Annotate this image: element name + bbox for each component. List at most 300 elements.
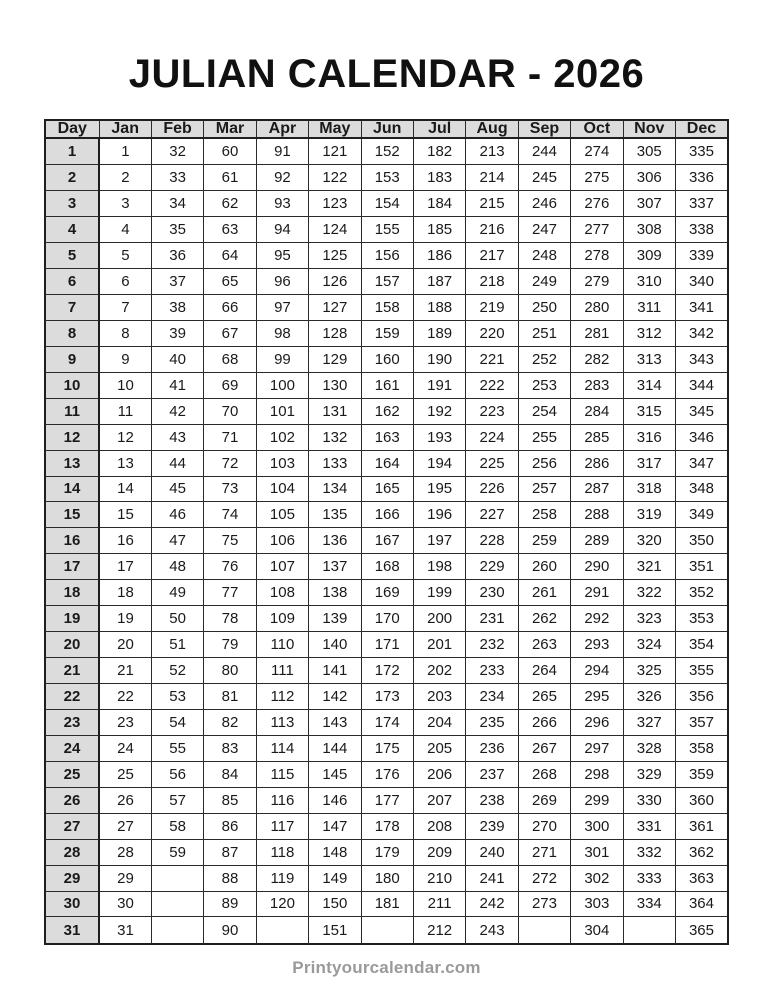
julian-day-cell: 153 bbox=[361, 165, 413, 191]
julian-day-cell: 319 bbox=[623, 502, 675, 528]
julian-day-cell: 159 bbox=[361, 320, 413, 346]
julian-day-cell: 129 bbox=[309, 346, 361, 372]
day-cell: 22 bbox=[45, 684, 99, 710]
table-row bbox=[45, 424, 728, 450]
julian-day-cell: 333 bbox=[623, 865, 675, 891]
column-header-mar: Mar bbox=[204, 120, 256, 138]
julian-day-cell: 191 bbox=[413, 372, 465, 398]
julian-day-cell: 87 bbox=[204, 839, 256, 865]
julian-day-cell: 65 bbox=[204, 269, 256, 295]
julian-day-cell: 25 bbox=[99, 761, 151, 787]
julian-day-cell: 247 bbox=[518, 217, 570, 243]
julian-day-cell: 256 bbox=[518, 450, 570, 476]
julian-day-cell: 249 bbox=[518, 269, 570, 295]
julian-day-cell: 115 bbox=[256, 761, 308, 787]
day-cell: 9 bbox=[45, 346, 99, 372]
julian-day-cell: 41 bbox=[151, 372, 203, 398]
column-header-day: Day bbox=[45, 120, 99, 138]
julian-day-cell: 232 bbox=[466, 632, 518, 658]
table-row bbox=[45, 684, 728, 710]
julian-day-cell: 23 bbox=[99, 709, 151, 735]
julian-day-cell: 28 bbox=[99, 839, 151, 865]
table-row bbox=[45, 294, 728, 320]
julian-day-cell: 339 bbox=[675, 243, 728, 269]
table-row bbox=[45, 320, 728, 346]
julian-day-cell: 259 bbox=[518, 528, 570, 554]
table-row bbox=[45, 554, 728, 580]
julian-day-cell: 32 bbox=[151, 138, 203, 165]
julian-day-cell: 162 bbox=[361, 398, 413, 424]
julian-day-cell: 7 bbox=[99, 294, 151, 320]
julian-day-cell: 12 bbox=[99, 424, 151, 450]
julian-day-cell: 111 bbox=[256, 658, 308, 684]
julian-day-cell: 117 bbox=[256, 813, 308, 839]
julian-day-cell: 67 bbox=[204, 320, 256, 346]
julian-day-cell: 315 bbox=[623, 398, 675, 424]
julian-day-cell: 11 bbox=[99, 398, 151, 424]
julian-day-cell: 102 bbox=[256, 424, 308, 450]
julian-day-cell: 324 bbox=[623, 632, 675, 658]
julian-day-cell: 277 bbox=[571, 217, 623, 243]
julian-day-cell: 271 bbox=[518, 839, 570, 865]
day-cell: 21 bbox=[45, 658, 99, 684]
julian-day-cell: 202 bbox=[413, 658, 465, 684]
julian-day-cell: 132 bbox=[309, 424, 361, 450]
julian-day-cell: 135 bbox=[309, 502, 361, 528]
julian-day-cell: 252 bbox=[518, 346, 570, 372]
julian-day-cell: 301 bbox=[571, 839, 623, 865]
julian-day-cell: 83 bbox=[204, 735, 256, 761]
julian-day-cell: 179 bbox=[361, 839, 413, 865]
julian-day-cell bbox=[256, 917, 308, 944]
column-header-aug: Aug bbox=[466, 120, 518, 138]
julian-day-cell: 128 bbox=[309, 320, 361, 346]
julian-day-cell: 323 bbox=[623, 606, 675, 632]
julian-day-cell: 49 bbox=[151, 580, 203, 606]
julian-day-cell: 8 bbox=[99, 320, 151, 346]
day-cell: 18 bbox=[45, 580, 99, 606]
julian-day-cell: 314 bbox=[623, 372, 675, 398]
julian-day-cell: 42 bbox=[151, 398, 203, 424]
julian-day-cell: 200 bbox=[413, 606, 465, 632]
julian-day-cell: 180 bbox=[361, 865, 413, 891]
julian-day-cell: 150 bbox=[309, 891, 361, 917]
julian-day-cell: 265 bbox=[518, 684, 570, 710]
julian-day-cell: 116 bbox=[256, 787, 308, 813]
julian-day-cell: 274 bbox=[571, 138, 623, 165]
julian-day-cell: 130 bbox=[309, 372, 361, 398]
julian-day-cell bbox=[518, 917, 570, 944]
julian-day-cell: 240 bbox=[466, 839, 518, 865]
table-row bbox=[45, 243, 728, 269]
julian-day-cell: 142 bbox=[309, 684, 361, 710]
day-cell: 19 bbox=[45, 606, 99, 632]
day-cell: 3 bbox=[45, 191, 99, 217]
julian-day-cell: 27 bbox=[99, 813, 151, 839]
julian-day-cell: 29 bbox=[99, 865, 151, 891]
julian-day-cell: 292 bbox=[571, 606, 623, 632]
julian-day-cell: 187 bbox=[413, 269, 465, 295]
julian-day-cell: 62 bbox=[204, 191, 256, 217]
day-cell: 14 bbox=[45, 476, 99, 502]
julian-day-cell: 209 bbox=[413, 839, 465, 865]
julian-day-cell: 236 bbox=[466, 735, 518, 761]
day-cell: 4 bbox=[45, 217, 99, 243]
julian-day-cell: 354 bbox=[675, 632, 728, 658]
julian-day-cell: 43 bbox=[151, 424, 203, 450]
julian-day-cell: 156 bbox=[361, 243, 413, 269]
julian-day-cell: 215 bbox=[466, 191, 518, 217]
julian-day-cell: 310 bbox=[623, 269, 675, 295]
julian-day-cell: 346 bbox=[675, 424, 728, 450]
julian-day-cell: 312 bbox=[623, 320, 675, 346]
julian-day-cell: 143 bbox=[309, 709, 361, 735]
julian-day-cell: 79 bbox=[204, 632, 256, 658]
julian-day-cell: 219 bbox=[466, 294, 518, 320]
julian-day-cell: 100 bbox=[256, 372, 308, 398]
julian-day-cell: 193 bbox=[413, 424, 465, 450]
julian-day-cell: 176 bbox=[361, 761, 413, 787]
julian-day-cell: 362 bbox=[675, 839, 728, 865]
julian-day-cell: 92 bbox=[256, 165, 308, 191]
julian-day-cell: 307 bbox=[623, 191, 675, 217]
table-body bbox=[45, 138, 728, 944]
julian-day-cell: 147 bbox=[309, 813, 361, 839]
julian-day-cell: 20 bbox=[99, 632, 151, 658]
julian-day-cell: 168 bbox=[361, 554, 413, 580]
julian-day-cell: 238 bbox=[466, 787, 518, 813]
julian-day-cell: 263 bbox=[518, 632, 570, 658]
julian-day-cell: 334 bbox=[623, 891, 675, 917]
julian-day-cell: 270 bbox=[518, 813, 570, 839]
julian-day-cell: 342 bbox=[675, 320, 728, 346]
julian-day-cell: 222 bbox=[466, 372, 518, 398]
julian-day-cell: 298 bbox=[571, 761, 623, 787]
julian-day-cell bbox=[361, 917, 413, 944]
table-row bbox=[45, 865, 728, 891]
julian-day-cell: 173 bbox=[361, 684, 413, 710]
julian-day-cell: 82 bbox=[204, 709, 256, 735]
julian-day-cell: 206 bbox=[413, 761, 465, 787]
julian-day-cell: 76 bbox=[204, 554, 256, 580]
table-row bbox=[45, 580, 728, 606]
julian-day-cell: 326 bbox=[623, 684, 675, 710]
julian-day-cell: 70 bbox=[204, 398, 256, 424]
julian-day-cell: 161 bbox=[361, 372, 413, 398]
table-row bbox=[45, 476, 728, 502]
julian-day-cell: 267 bbox=[518, 735, 570, 761]
julian-day-cell: 338 bbox=[675, 217, 728, 243]
column-header-oct: Oct bbox=[571, 120, 623, 138]
julian-day-cell: 9 bbox=[99, 346, 151, 372]
julian-day-cell: 66 bbox=[204, 294, 256, 320]
julian-day-cell: 293 bbox=[571, 632, 623, 658]
julian-day-cell: 89 bbox=[204, 891, 256, 917]
column-header-feb: Feb bbox=[151, 120, 203, 138]
julian-day-cell: 208 bbox=[413, 813, 465, 839]
column-header-jun: Jun bbox=[361, 120, 413, 138]
julian-day-cell: 283 bbox=[571, 372, 623, 398]
julian-day-cell: 227 bbox=[466, 502, 518, 528]
table-row bbox=[45, 917, 728, 944]
column-header-jul: Jul bbox=[413, 120, 465, 138]
julian-day-cell: 220 bbox=[466, 320, 518, 346]
julian-day-cell: 164 bbox=[361, 450, 413, 476]
julian-day-cell: 353 bbox=[675, 606, 728, 632]
julian-day-cell: 253 bbox=[518, 372, 570, 398]
julian-day-cell: 296 bbox=[571, 709, 623, 735]
julian-day-cell: 86 bbox=[204, 813, 256, 839]
julian-day-cell: 255 bbox=[518, 424, 570, 450]
julian-day-cell: 44 bbox=[151, 450, 203, 476]
day-cell: 13 bbox=[45, 450, 99, 476]
day-cell: 1 bbox=[45, 138, 99, 165]
table-row bbox=[45, 658, 728, 684]
julian-day-cell: 30 bbox=[99, 891, 151, 917]
julian-day-cell: 85 bbox=[204, 787, 256, 813]
julian-day-cell: 286 bbox=[571, 450, 623, 476]
julian-day-cell: 109 bbox=[256, 606, 308, 632]
julian-day-cell: 45 bbox=[151, 476, 203, 502]
julian-day-cell: 4 bbox=[99, 217, 151, 243]
julian-day-cell: 288 bbox=[571, 502, 623, 528]
julian-day-cell: 94 bbox=[256, 217, 308, 243]
julian-day-cell: 106 bbox=[256, 528, 308, 554]
julian-day-cell: 69 bbox=[204, 372, 256, 398]
julian-day-cell: 233 bbox=[466, 658, 518, 684]
julian-day-cell: 321 bbox=[623, 554, 675, 580]
julian-day-cell: 138 bbox=[309, 580, 361, 606]
julian-day-cell: 54 bbox=[151, 709, 203, 735]
julian-day-cell: 19 bbox=[99, 606, 151, 632]
julian-day-cell bbox=[151, 865, 203, 891]
table-row bbox=[45, 813, 728, 839]
column-header-jan: Jan bbox=[99, 120, 151, 138]
table-header bbox=[45, 120, 728, 138]
julian-day-cell: 174 bbox=[361, 709, 413, 735]
julian-day-cell: 194 bbox=[413, 450, 465, 476]
column-header-nov: Nov bbox=[623, 120, 675, 138]
julian-day-cell: 112 bbox=[256, 684, 308, 710]
table-row bbox=[45, 632, 728, 658]
julian-day-cell: 268 bbox=[518, 761, 570, 787]
julian-day-cell: 136 bbox=[309, 528, 361, 554]
julian-day-cell: 272 bbox=[518, 865, 570, 891]
day-cell: 10 bbox=[45, 372, 99, 398]
julian-day-cell: 248 bbox=[518, 243, 570, 269]
julian-day-cell: 31 bbox=[99, 917, 151, 944]
julian-day-cell: 121 bbox=[309, 138, 361, 165]
table-row bbox=[45, 839, 728, 865]
julian-day-cell: 192 bbox=[413, 398, 465, 424]
footer-brand: Printyourcalendar.com bbox=[292, 958, 481, 977]
julian-day-cell: 278 bbox=[571, 243, 623, 269]
julian-day-cell: 181 bbox=[361, 891, 413, 917]
julian-day-cell: 64 bbox=[204, 243, 256, 269]
julian-day-cell: 6 bbox=[99, 269, 151, 295]
julian-day-cell: 22 bbox=[99, 684, 151, 710]
julian-day-cell: 199 bbox=[413, 580, 465, 606]
julian-day-cell: 231 bbox=[466, 606, 518, 632]
table-row bbox=[45, 217, 728, 243]
julian-day-cell: 5 bbox=[99, 243, 151, 269]
julian-day-cell: 281 bbox=[571, 320, 623, 346]
julian-day-cell: 71 bbox=[204, 424, 256, 450]
julian-day-cell: 359 bbox=[675, 761, 728, 787]
julian-day-cell: 306 bbox=[623, 165, 675, 191]
julian-day-cell: 262 bbox=[518, 606, 570, 632]
day-cell: 24 bbox=[45, 735, 99, 761]
julian-day-cell: 171 bbox=[361, 632, 413, 658]
julian-day-cell: 26 bbox=[99, 787, 151, 813]
julian-day-cell: 167 bbox=[361, 528, 413, 554]
julian-day-cell: 235 bbox=[466, 709, 518, 735]
julian-day-cell: 137 bbox=[309, 554, 361, 580]
julian-day-cell: 250 bbox=[518, 294, 570, 320]
julian-day-cell: 197 bbox=[413, 528, 465, 554]
julian-day-cell: 273 bbox=[518, 891, 570, 917]
day-cell: 23 bbox=[45, 709, 99, 735]
julian-day-cell: 266 bbox=[518, 709, 570, 735]
julian-day-cell: 291 bbox=[571, 580, 623, 606]
julian-day-cell: 160 bbox=[361, 346, 413, 372]
day-cell: 30 bbox=[45, 891, 99, 917]
julian-day-cell: 184 bbox=[413, 191, 465, 217]
julian-day-cell: 242 bbox=[466, 891, 518, 917]
julian-day-cell: 234 bbox=[466, 684, 518, 710]
julian-day-cell: 95 bbox=[256, 243, 308, 269]
julian-day-cell: 56 bbox=[151, 761, 203, 787]
julian-day-cell: 144 bbox=[309, 735, 361, 761]
table-row bbox=[45, 191, 728, 217]
julian-day-cell: 357 bbox=[675, 709, 728, 735]
table-row bbox=[45, 165, 728, 191]
julian-day-cell: 182 bbox=[413, 138, 465, 165]
julian-day-cell: 53 bbox=[151, 684, 203, 710]
julian-day-cell: 303 bbox=[571, 891, 623, 917]
day-cell: 26 bbox=[45, 787, 99, 813]
day-cell: 5 bbox=[45, 243, 99, 269]
table-row bbox=[45, 450, 728, 476]
julian-day-cell: 302 bbox=[571, 865, 623, 891]
julian-day-cell: 325 bbox=[623, 658, 675, 684]
julian-day-cell: 145 bbox=[309, 761, 361, 787]
julian-day-cell: 352 bbox=[675, 580, 728, 606]
julian-day-cell: 328 bbox=[623, 735, 675, 761]
julian-day-cell: 148 bbox=[309, 839, 361, 865]
julian-day-cell: 126 bbox=[309, 269, 361, 295]
julian-day-cell: 351 bbox=[675, 554, 728, 580]
julian-day-cell: 212 bbox=[413, 917, 465, 944]
julian-day-cell: 264 bbox=[518, 658, 570, 684]
julian-day-cell: 330 bbox=[623, 787, 675, 813]
day-cell: 29 bbox=[45, 865, 99, 891]
julian-day-cell: 125 bbox=[309, 243, 361, 269]
julian-day-cell: 3 bbox=[99, 191, 151, 217]
julian-day-cell: 331 bbox=[623, 813, 675, 839]
julian-day-cell: 195 bbox=[413, 476, 465, 502]
julian-day-cell: 280 bbox=[571, 294, 623, 320]
julian-day-cell: 151 bbox=[309, 917, 361, 944]
julian-day-cell: 348 bbox=[675, 476, 728, 502]
julian-day-cell: 279 bbox=[571, 269, 623, 295]
table-row bbox=[45, 787, 728, 813]
julian-day-cell: 74 bbox=[204, 502, 256, 528]
julian-day-cell: 361 bbox=[675, 813, 728, 839]
julian-day-cell: 239 bbox=[466, 813, 518, 839]
julian-day-cell: 118 bbox=[256, 839, 308, 865]
julian-day-cell: 356 bbox=[675, 684, 728, 710]
julian-day-cell: 55 bbox=[151, 735, 203, 761]
julian-day-cell: 166 bbox=[361, 502, 413, 528]
julian-day-cell: 188 bbox=[413, 294, 465, 320]
julian-day-cell: 276 bbox=[571, 191, 623, 217]
julian-day-cell: 226 bbox=[466, 476, 518, 502]
julian-day-cell: 119 bbox=[256, 865, 308, 891]
julian-day-cell: 141 bbox=[309, 658, 361, 684]
julian-day-cell: 163 bbox=[361, 424, 413, 450]
julian-day-cell: 284 bbox=[571, 398, 623, 424]
julian-day-cell: 149 bbox=[309, 865, 361, 891]
julian-day-cell: 110 bbox=[256, 632, 308, 658]
julian-day-cell: 99 bbox=[256, 346, 308, 372]
julian-day-cell: 205 bbox=[413, 735, 465, 761]
julian-day-cell: 93 bbox=[256, 191, 308, 217]
julian-day-cell: 170 bbox=[361, 606, 413, 632]
julian-day-cell: 120 bbox=[256, 891, 308, 917]
julian-day-cell: 52 bbox=[151, 658, 203, 684]
julian-day-cell: 329 bbox=[623, 761, 675, 787]
julian-day-cell: 123 bbox=[309, 191, 361, 217]
julian-day-cell: 241 bbox=[466, 865, 518, 891]
julian-day-cell: 225 bbox=[466, 450, 518, 476]
julian-day-cell: 114 bbox=[256, 735, 308, 761]
julian-day-cell: 347 bbox=[675, 450, 728, 476]
day-cell: 28 bbox=[45, 839, 99, 865]
julian-day-cell: 287 bbox=[571, 476, 623, 502]
julian-day-cell: 60 bbox=[204, 138, 256, 165]
julian-day-cell: 196 bbox=[413, 502, 465, 528]
julian-day-cell: 349 bbox=[675, 502, 728, 528]
julian-day-cell: 309 bbox=[623, 243, 675, 269]
julian-day-cell: 322 bbox=[623, 580, 675, 606]
julian-day-cell: 13 bbox=[99, 450, 151, 476]
julian-day-cell: 295 bbox=[571, 684, 623, 710]
julian-day-cell: 364 bbox=[675, 891, 728, 917]
julian-day-cell: 207 bbox=[413, 787, 465, 813]
julian-day-cell: 203 bbox=[413, 684, 465, 710]
day-cell: 20 bbox=[45, 632, 99, 658]
julian-day-cell: 308 bbox=[623, 217, 675, 243]
julian-day-cell: 68 bbox=[204, 346, 256, 372]
julian-day-cell: 341 bbox=[675, 294, 728, 320]
julian-day-cell: 299 bbox=[571, 787, 623, 813]
julian-day-cell: 365 bbox=[675, 917, 728, 944]
julian-day-cell: 88 bbox=[204, 865, 256, 891]
julian-day-cell: 275 bbox=[571, 165, 623, 191]
julian-day-cell: 104 bbox=[256, 476, 308, 502]
julian-day-cell: 335 bbox=[675, 138, 728, 165]
table-row bbox=[45, 709, 728, 735]
day-cell: 31 bbox=[45, 917, 99, 944]
julian-day-cell: 297 bbox=[571, 735, 623, 761]
julian-day-cell: 91 bbox=[256, 138, 308, 165]
day-cell: 11 bbox=[45, 398, 99, 424]
julian-day-cell: 185 bbox=[413, 217, 465, 243]
julian-day-cell: 311 bbox=[623, 294, 675, 320]
julian-day-cell: 133 bbox=[309, 450, 361, 476]
day-cell: 6 bbox=[45, 269, 99, 295]
